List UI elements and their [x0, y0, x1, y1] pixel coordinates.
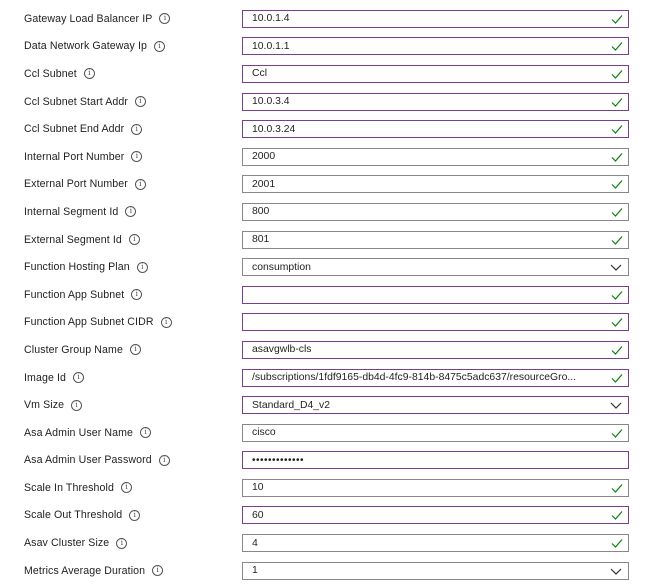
- field-value[interactable]: asavgwlb-cls: [252, 344, 312, 356]
- check-icon: [609, 121, 625, 137]
- check-icon: [609, 38, 625, 54]
- field-label-group: [24, 88, 146, 116]
- form-row-asa-admin-user-name: [0, 419, 652, 447]
- field-label: Ccl Subnet Start Addr: [24, 95, 128, 108]
- input-external-port-number[interactable]: [242, 175, 629, 193]
- field-value[interactable]: 10.0.1.4: [252, 13, 290, 25]
- field-label-group: [24, 391, 82, 419]
- check-icon: [609, 535, 625, 551]
- field-label-group: [24, 5, 170, 33]
- check-icon: [609, 176, 625, 192]
- form-row-ccl-subnet-start-addr: [0, 88, 652, 116]
- field-label: External Port Number: [24, 178, 128, 191]
- info-icon[interactable]: i: [116, 538, 127, 549]
- field-label: Scale In Threshold: [24, 481, 114, 494]
- field-value[interactable]: 60: [252, 509, 264, 521]
- field-value[interactable]: 2000: [252, 151, 276, 163]
- field-label-group: [24, 502, 140, 530]
- input-external-segment-id[interactable]: [242, 231, 629, 249]
- info-icon[interactable]: i: [135, 96, 146, 107]
- field-label-group: [24, 171, 146, 199]
- form-row-ccl-subnet-end-addr: [0, 115, 652, 143]
- form-row-internal-port-number: [0, 143, 652, 171]
- input-scale-in-threshold[interactable]: [242, 479, 629, 497]
- check-icon: [609, 425, 625, 441]
- field-label-group: [24, 253, 148, 281]
- field-label: Internal Port Number: [24, 150, 125, 163]
- field-label-group: [24, 115, 142, 143]
- input-internal-port-number[interactable]: [242, 148, 629, 166]
- select-vm-size[interactable]: [242, 396, 629, 414]
- input-gateway-load-balancer-ip[interactable]: [242, 10, 629, 28]
- field-label-group: [24, 33, 165, 61]
- field-value[interactable]: Ccl: [252, 68, 268, 80]
- input-internal-segment-id[interactable]: [242, 203, 629, 221]
- field-label-group: [24, 309, 172, 337]
- check-icon: [609, 232, 625, 248]
- chevron-down-icon[interactable]: [608, 563, 624, 579]
- form-row-function-app-subnet: [0, 281, 652, 309]
- select-metrics-average-duration[interactable]: [242, 562, 629, 580]
- field-label: Internal Segment Id: [24, 205, 119, 218]
- form-row-asa-admin-user-password: [0, 447, 652, 475]
- field-value[interactable]: consumption: [252, 261, 311, 273]
- field-label: Gateway Load Balancer IP: [24, 12, 153, 25]
- input-ccl-subnet-start-addr[interactable]: [242, 93, 629, 111]
- field-value[interactable]: /subscriptions/1fdf9165-db4d-4fc9-814b-8475c5adc637/resourceGro...: [252, 372, 577, 384]
- field-label-group: [24, 336, 141, 364]
- form-row-external-port-number: [0, 171, 652, 199]
- field-value[interactable]: 4: [252, 537, 258, 549]
- form-row-vm-size: [0, 391, 652, 419]
- field-label-group: [24, 226, 140, 254]
- field-label-group: [24, 281, 142, 309]
- field-value[interactable]: 10.0.3.24: [252, 123, 296, 135]
- field-value[interactable]: •••••••••••••: [252, 454, 305, 466]
- form-row-image-id: [0, 364, 652, 392]
- field-label: Asa Admin User Password: [24, 454, 152, 467]
- input-asa-admin-user-password[interactable]: [242, 451, 629, 469]
- select-function-hosting-plan[interactable]: [242, 258, 629, 276]
- field-label-group: [24, 60, 95, 88]
- info-icon[interactable]: i: [121, 482, 132, 493]
- info-icon[interactable]: i: [159, 455, 170, 466]
- field-label: Asa Admin User Name: [24, 426, 134, 439]
- field-value[interactable]: 10.0.3.4: [252, 96, 290, 108]
- form-row-cluster-group-name: [0, 336, 652, 364]
- field-label: Data Network Gateway Ip: [24, 40, 148, 53]
- form-row-asav-cluster-size: [0, 529, 652, 557]
- info-icon[interactable]: i: [154, 41, 165, 52]
- field-label: Cluster Group Name: [24, 343, 123, 356]
- form-row-scale-out-threshold: [0, 502, 652, 530]
- field-label: Ccl Subnet End Addr: [24, 123, 125, 136]
- check-icon: [609, 507, 625, 523]
- info-icon[interactable]: i: [71, 400, 82, 411]
- check-icon: [609, 314, 625, 330]
- info-icon[interactable]: i: [152, 565, 163, 576]
- form-row-scale-in-threshold: [0, 474, 652, 502]
- form-row-gateway-load-balancer-ip: [0, 5, 652, 33]
- info-icon[interactable]: i: [129, 510, 140, 521]
- field-label-group: [24, 419, 151, 447]
- field-label-group: [24, 474, 132, 502]
- field-value[interactable]: 10.0.1.1: [252, 40, 290, 52]
- input-ccl-subnet-end-addr[interactable]: [242, 120, 629, 138]
- form-row-metrics-average-duration: [0, 557, 652, 584]
- deployment-parameters-form: [0, 5, 652, 584]
- form-row-external-segment-id: [0, 226, 652, 254]
- field-value[interactable]: 1: [252, 565, 258, 577]
- chevron-down-icon[interactable]: [608, 259, 624, 275]
- check-icon: [609, 480, 625, 496]
- field-label-group: [24, 198, 136, 226]
- info-icon[interactable]: i: [130, 344, 141, 355]
- field-label-group: [24, 557, 163, 584]
- input-cluster-group-name[interactable]: [242, 341, 629, 359]
- info-icon[interactable]: i: [140, 427, 151, 438]
- field-value[interactable]: 2001: [252, 178, 276, 190]
- info-icon[interactable]: i: [73, 372, 84, 383]
- form-row-function-hosting-plan: [0, 253, 652, 281]
- field-label: Vm Size: [24, 399, 65, 412]
- field-label-group: [24, 447, 170, 475]
- field-label: Metrics Average Duration: [24, 564, 146, 577]
- info-icon[interactable]: i: [129, 234, 140, 245]
- info-icon[interactable]: i: [161, 317, 172, 328]
- field-label: Function App Subnet CIDR: [24, 316, 154, 329]
- field-label: Ccl Subnet: [24, 67, 77, 80]
- field-label: Scale Out Threshold: [24, 509, 123, 522]
- chevron-down-icon[interactable]: [608, 397, 624, 413]
- info-icon[interactable]: i: [159, 13, 170, 24]
- input-function-app-subnet-cidr[interactable]: [242, 313, 629, 331]
- field-label-group: [24, 364, 84, 392]
- form-row-data-network-gateway-ip: [0, 33, 652, 61]
- check-icon: [609, 287, 625, 303]
- input-scale-out-threshold[interactable]: [242, 506, 629, 524]
- info-icon[interactable]: i: [84, 68, 95, 79]
- field-value[interactable]: cisco: [252, 427, 276, 439]
- form-row-internal-segment-id: [0, 198, 652, 226]
- field-label-group: [24, 529, 127, 557]
- check-icon: [609, 94, 625, 110]
- info-icon[interactable]: i: [125, 206, 136, 217]
- check-icon: [609, 66, 625, 82]
- info-icon[interactable]: i: [131, 151, 142, 162]
- input-asa-admin-user-name[interactable]: [242, 424, 629, 442]
- check-icon: [609, 149, 625, 165]
- field-value[interactable]: 801: [252, 234, 270, 246]
- form-row-function-app-subnet-cidr: [0, 309, 652, 337]
- field-value[interactable]: 800: [252, 206, 270, 218]
- field-label-group: [24, 143, 142, 171]
- field-label: Function Hosting Plan: [24, 261, 130, 274]
- check-icon: [609, 370, 625, 386]
- input-ccl-subnet[interactable]: [242, 65, 629, 83]
- input-data-network-gateway-ip[interactable]: [242, 37, 629, 55]
- info-icon[interactable]: i: [131, 124, 142, 135]
- field-label: Image Id: [24, 371, 67, 384]
- field-label: Asav Cluster Size: [24, 537, 110, 550]
- field-value[interactable]: 10: [252, 482, 264, 494]
- input-image-id[interactable]: [242, 369, 629, 387]
- field-value[interactable]: Standard_D4_v2: [252, 399, 330, 411]
- input-function-app-subnet[interactable]: [242, 286, 629, 304]
- info-icon[interactable]: i: [131, 289, 142, 300]
- info-icon[interactable]: i: [137, 262, 148, 273]
- check-icon: [609, 342, 625, 358]
- input-asav-cluster-size[interactable]: [242, 534, 629, 552]
- field-label: External Segment Id: [24, 233, 122, 246]
- field-label: Function App Subnet: [24, 288, 125, 301]
- form-row-ccl-subnet: [0, 60, 652, 88]
- check-icon: [609, 11, 625, 27]
- check-icon: [609, 204, 625, 220]
- info-icon[interactable]: i: [135, 179, 146, 190]
